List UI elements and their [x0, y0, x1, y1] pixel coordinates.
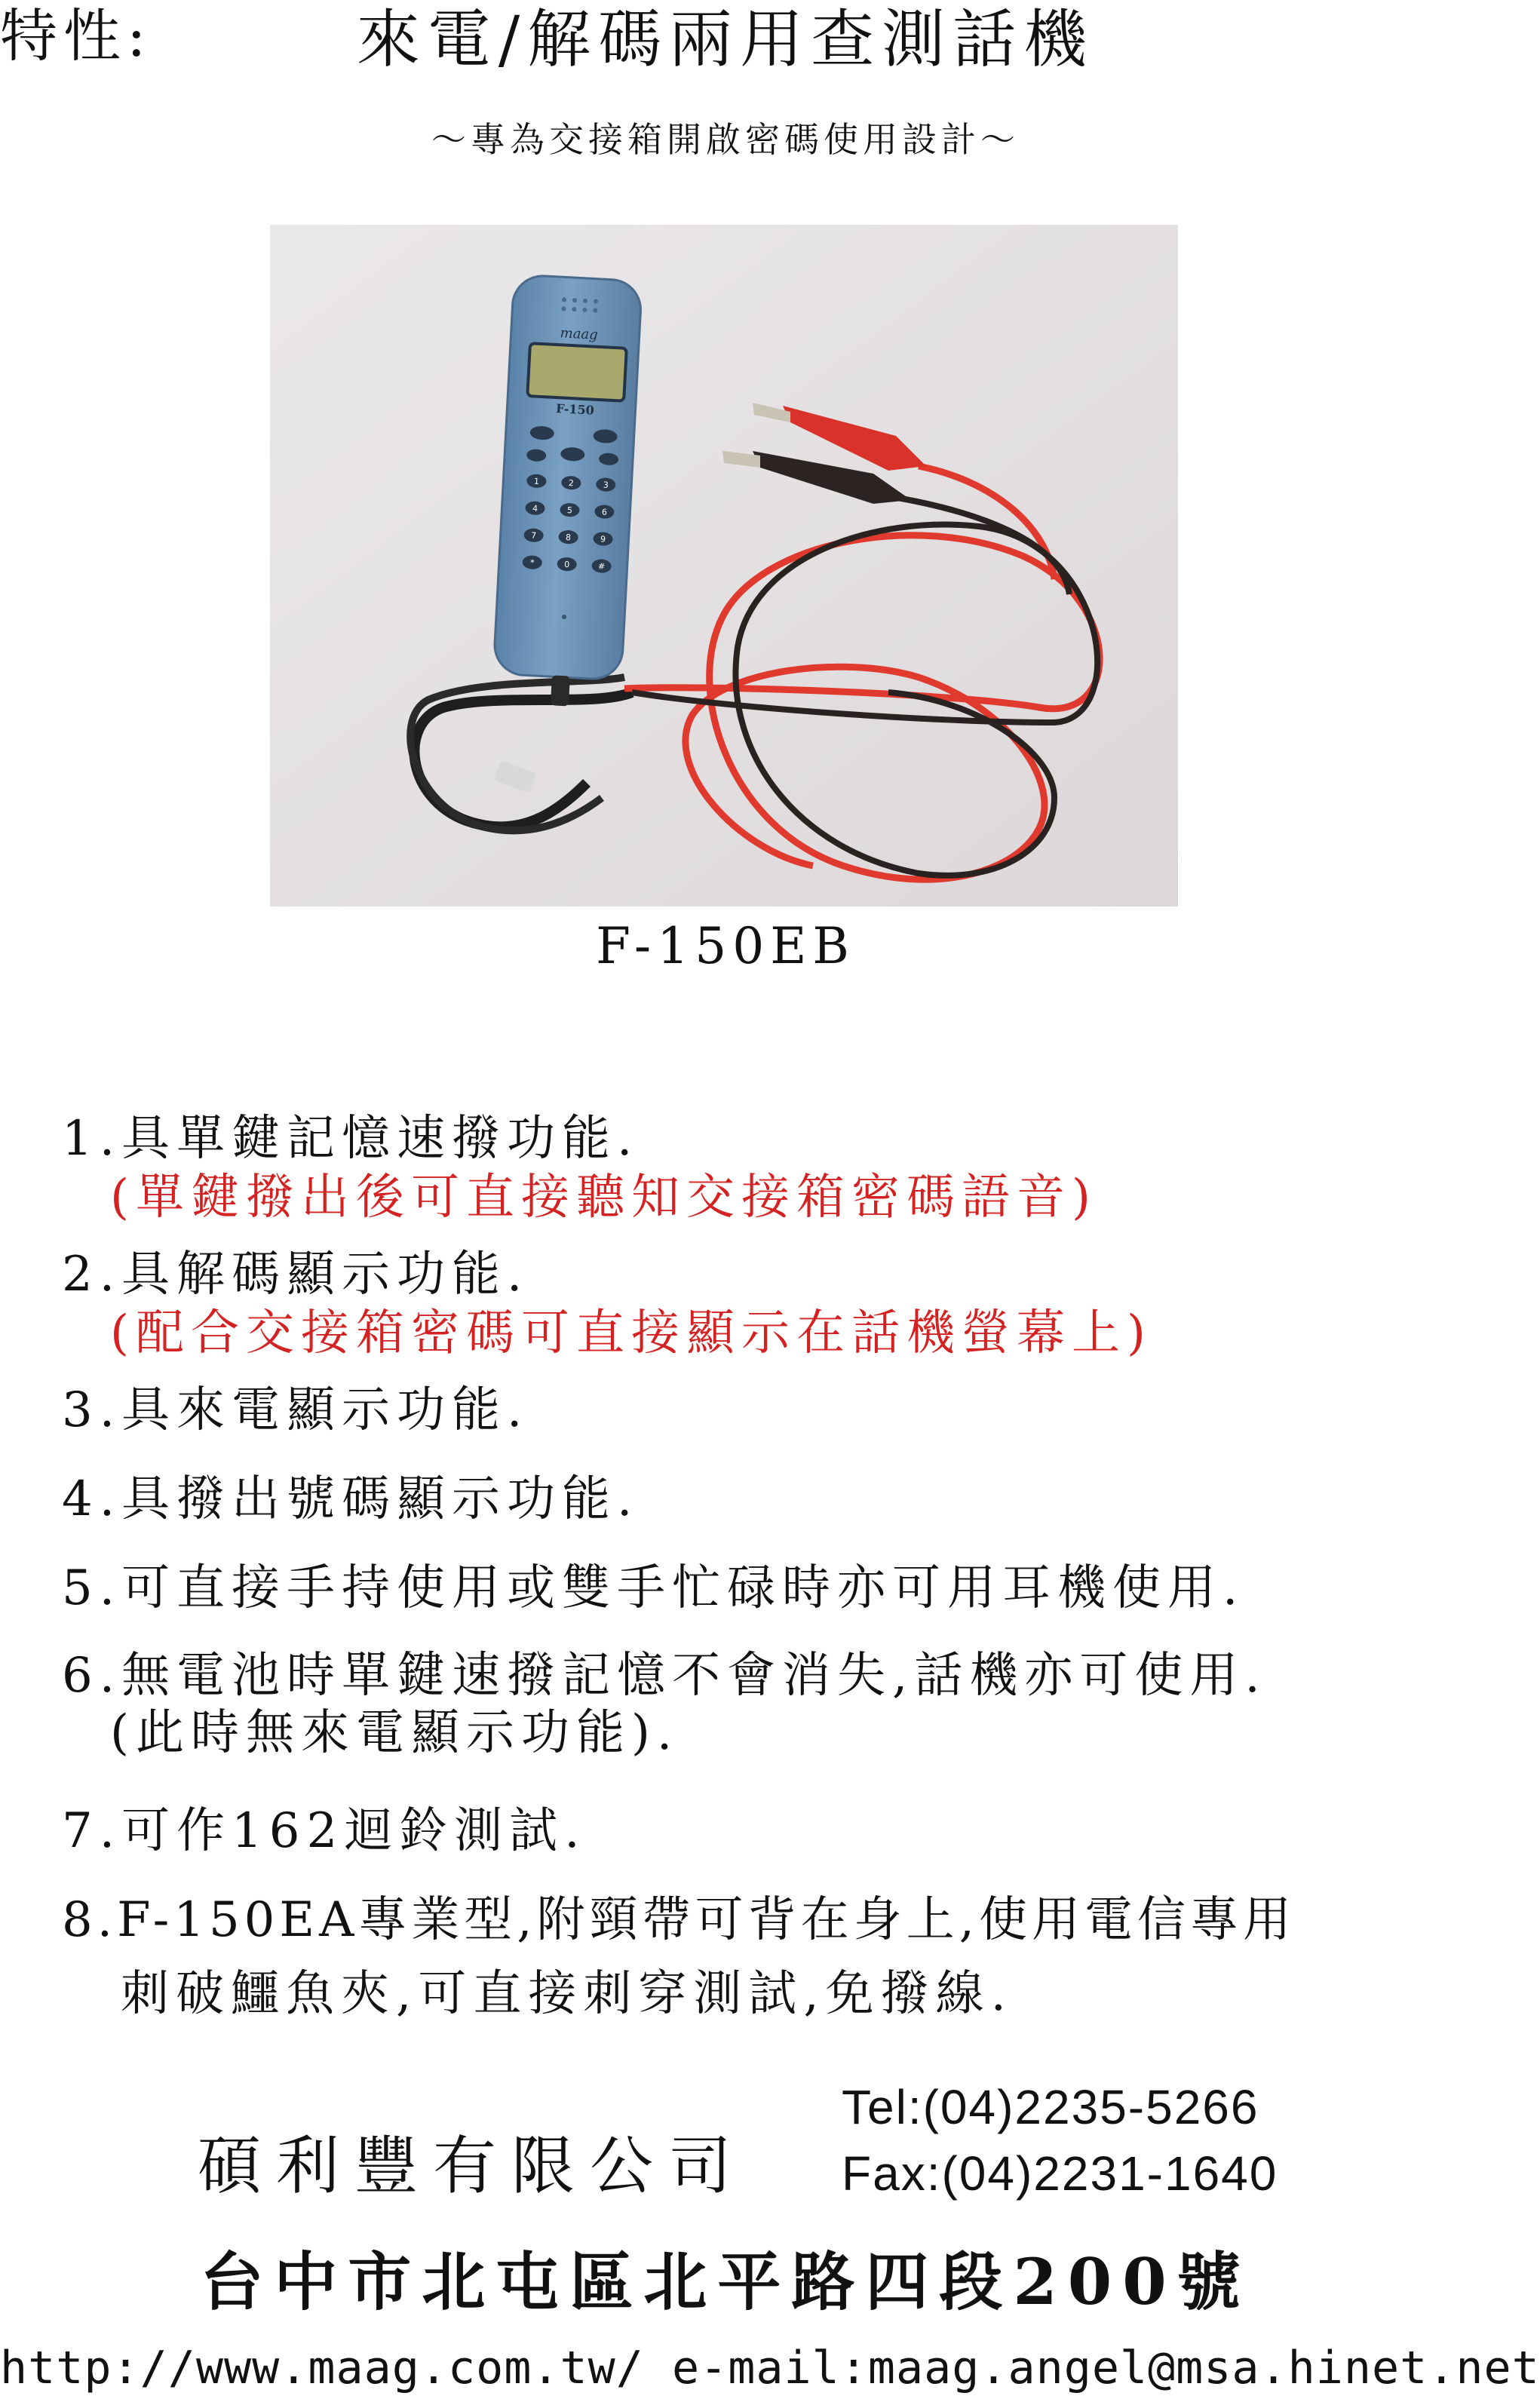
feature-text: 具單鍵記憶速撥功能. — [121, 1111, 640, 1167]
company-address: 台中市北屯區北平路四段200號 — [200, 2244, 1251, 2319]
feature-text: 具來電顯示功能. — [121, 1382, 529, 1438]
feature-note: (配合交接箱密碼可直接顯示在話機螢幕上) — [110, 1305, 1152, 1361]
website-link[interactable]: http://www.maag.com.tw/ — [0, 2342, 644, 2394]
company-name: 碩利豐有限公司 — [198, 2129, 747, 2203]
feature-text: 可作162迴鈴測試. — [121, 1803, 587, 1859]
feature-item — [62, 1799, 587, 1863]
feature-item — [62, 1107, 639, 1170]
svg-text:8: 8 — [565, 532, 572, 543]
feature-text: 具撥出號碼顯示功能. — [121, 1471, 640, 1527]
feature-text: F-150EA專業型,附頸帶可背在身上,使用電信專用 — [117, 1892, 1296, 1948]
company-fax: Fax:(04)2231-1640 — [842, 2146, 1278, 2201]
svg-text:*: * — [529, 557, 535, 568]
feature-number: 8. — [62, 1892, 118, 1948]
feature-text: 無電池時單鍵速撥記憶不會消失,話機亦可使用. — [121, 1648, 1267, 1704]
feature-number: 2. — [62, 1247, 122, 1302]
product-photo — [270, 225, 1178, 907]
feature-number: 7. — [62, 1803, 122, 1859]
phone-model-label: F-150 — [555, 401, 595, 418]
feature-item — [62, 1243, 529, 1306]
svg-text:3: 3 — [603, 480, 609, 490]
email-link[interactable]: e-mail:maag.angel@msa.hinet.net — [671, 2342, 1540, 2394]
feature-item — [62, 1644, 1267, 1707]
footer-contact-line — [0, 2338, 1540, 2398]
page-title: 來電/解碼兩用查測話機 — [356, 2, 1095, 76]
phone-handset — [492, 275, 642, 709]
feature-number: 5. — [62, 1560, 122, 1616]
feature-text: 可直接手持使用或雙手忙碌時亦可用耳機使用. — [121, 1560, 1245, 1616]
feature-note: (單鍵撥出後可直接聽知交接箱密碼語音) — [110, 1170, 1097, 1226]
model-caption: F-150EB — [596, 917, 855, 975]
feature-number: 1. — [62, 1111, 122, 1167]
phone-brand-label: maag — [560, 325, 599, 343]
feature-item — [62, 1379, 529, 1442]
svg-text:1: 1 — [533, 476, 540, 487]
svg-text:#: # — [597, 561, 606, 572]
feature-text-continued: 刺破鱷魚夾,可直接刺穿測試,免撥線. — [121, 1966, 1014, 2022]
feature-number: 4. — [62, 1471, 122, 1527]
svg-text:9: 9 — [600, 534, 606, 545]
svg-text:4: 4 — [532, 503, 538, 514]
svg-text:7: 7 — [530, 530, 537, 541]
company-tel: Tel:(04)2235-5266 — [842, 2080, 1259, 2134]
svg-text:5: 5 — [566, 505, 573, 516]
svg-text:2: 2 — [568, 478, 575, 489]
feature-number: 3. — [62, 1382, 122, 1438]
features-heading: 特性: — [0, 2, 152, 69]
feature-number: 6. — [62, 1648, 122, 1704]
feature-text: 具解碼顯示功能. — [121, 1247, 529, 1302]
svg-text:6: 6 — [601, 507, 608, 517]
feature-note: (此時無來電顯示功能). — [110, 1705, 680, 1761]
feature-item — [62, 1557, 1244, 1620]
feature-item — [62, 1468, 639, 1531]
feature-item — [62, 1888, 1296, 1952]
page-subtitle: ～專為交接箱開啟密碼使用設計～ — [431, 119, 1020, 160]
svg-text:0: 0 — [563, 559, 570, 570]
phone-lcd-screen — [527, 343, 626, 401]
